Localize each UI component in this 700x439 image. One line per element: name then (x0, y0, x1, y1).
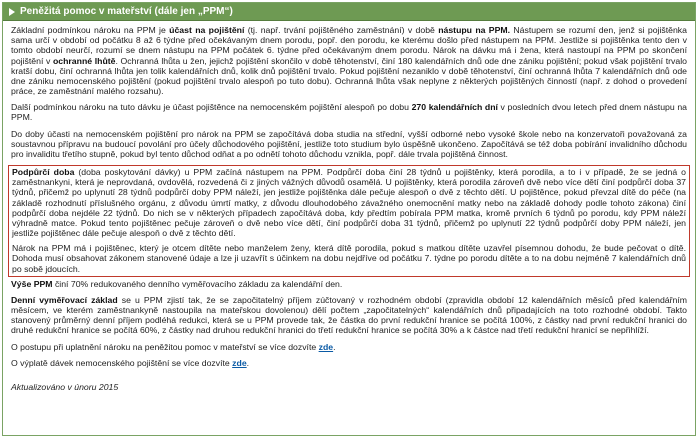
paragraph-support-period: Podpůrčí doba (doba poskytování dávky) u PPM začíná nástupem na PPM. Podpůrčí doba činí 28 týdnů u pojištěnky, která porodila, a to i v případě, že se jedná o zaměstnankyni, která je neprovdaná, ovdovělá, rozvedená či z jiných vážných důvodů osamělá. U pojištěnky, která porodila zároveň dvě nebo více dětí činí podpůrčí doba 37 týdnů, přičemž po uplynutí 28 týdnů podpůrčí doby PPM náleží, jen jestliže pojištěnka dále pečuje alespoň o dvě z těchto dětí. U pojištěnce, pokud převzal dítě do péče (na základě rozhodnutí příslušného orgánu, z důvodu úmrtí matky, z důvodu dlouhodobého závažného onemocnění matky nebo na základě dohody podle tohoto zákona) činí podpůrčí doba nejdéle 22 týdnů. Do nich se v některých případech započítává doba, kdy předtím pobírala PPM matka, kromě prvních 6 týdnů po porodu, kdy PPM náleží výhradně matce. Pokud tento pojištěnec pečuje zároveň o dvě nebo více dětí, činí podpůrčí doba 31 týdnů, přičemž po uplynutí 22 týdnů podpůrčí doby PPM náleží, jen jestliže pojištěnec dále pečuje alespoň o dvě z těchto dětí. (12, 167, 686, 239)
paragraph-payout: O výplatě dávek nemocenského pojištění se více dozvíte zde. (11, 357, 250, 368)
paragraph-study-period: Do doby účasti na nemocenském pojištění pro nárok na PPM se započítává doba studia na střední, vyšší odborné nebo vysoké škole nebo na konzervatoři považovaná za soustavnou přípravu na budoucí povolání pro účely důchodového pojištění, jestliže toto studium bylo úspěšně ukončeno. Započítává se též doba pobírání invalidního důchodu pro invaliditu třetího stupně, pokud byl tento důchod odňat a po odnětí tohoto důchodu vznikla, popř. dále trvala pojištěná činnost. (11, 128, 687, 159)
panel-header[interactable] (3, 3, 695, 21)
panel-title: Peněžitá pomoc v mateřství (dále jen „PPM“) (20, 5, 233, 17)
expand-arrow-icon[interactable] (9, 8, 15, 16)
payout-link[interactable]: zde (232, 357, 247, 368)
panel-content (3, 21, 695, 392)
updated-note: Aktualizováno v únoru 2015 (11, 381, 119, 392)
highlighted-box (8, 165, 690, 277)
paragraph-conditions: Základní podmínkou nároku na PPM je účast na pojištění (tj. např. trvání pojištěného zaměstnání) v době nástupu na PPM. Nástupem se rozumí den, jenž si pojištěnka sama určí v období od počátku 8 až 6 týdne před očekávaným dnem porodu, popř. den porodu, ke kterému došlo před nástupem na PPM. Jestliže si pojištěnka tento den v tomto období neurčí, rozumí se dnem nástupu na PPM počátek 6. týdne před očekávaným dnem porodu. Nárok na dávku má i žena, která nastoupí na PPM po skončení pojištění v ochranné lhůtě. Ochranná lhůta u žen, jejichž pojištění skončilo v době těhotenství, činí 180 kalendářních dnů ode dne zániku pojištění; pokud však pojištění trvalo kratší dobu, činí ochranná lhůta jen tolik kalendářních dnů, kolik dnů pojištění trvalo. Pokud pojištění nezaniklo v době těhotenství, činí ochranná lhůta 7 kalendářních dnů ode dne zániku nemocenského pojištění (pokud pojištění trvalo alespoň po tuto dobu). Ochranná lhůta však neplyne z některých pojištěných činností (např. z dohod o provedení práce, ze zaměstnání malého rozsahu). (11, 25, 687, 97)
paragraph-daily-base: Denní vyměřovací základ se u PPM zjistí tak, že se započitatelný příjem zúčtovaný v rozhodném období (zpravidla období 12 kalendářních měsíců před kalendářním měsícem, ve kterém zaměstnankyně nastoupila na mateřskou dovolenou) dělí počtem „započitatelných“ kalendářních dnů připadajících na toto rozhodné období. Takto stanovený průměrný denní příjem podléhá redukci, která se u PPM provede tak, že částka do první redukční hranice se počítá 100%, z částky nad první redukční hranici do druhé redukční hranice se počítá 60%, z částky nad druhou redukční hranici do třetí redukční hranice se počítá 30% a k částce nad třetí redukční hranicí se nepřihlíží. (11, 294, 687, 336)
paragraph-amount: Výše PPM činí 70% redukovaného denního vyměřovacího základu za kalendářní den. (11, 278, 343, 289)
paragraph-claim-procedure: O postupu při uplatnění nároku na peněžitou pomoc v mateřství se více dozvíte zde. (11, 341, 336, 352)
paragraph-father-entitlement: Nárok na PPM má i pojištěnec, který je otcem dítěte nebo manželem ženy, která dítě porodila, pokud s matkou dítěte uzavřel písemnou dohodu, že bude pečovat o dítě. Dohoda musí obsahovat zákonem stanovené údaje a lze ji uzavřít s účinkem na dobu nejdříve od počátku 7. týdne po porodu dítěte a to na dobu nejméně 7 kalendářních dnů po sobě jdoucích. (12, 243, 686, 274)
paragraph-insurance-period: Další podmínkou nároku na tuto dávku je účast pojištěnce na nemocenském pojištění alespoň po dobu 270 kalendářních dní v posledních dvou letech před dnem nástupu na PPM. (11, 102, 687, 123)
info-panel (2, 2, 696, 436)
claim-procedure-link[interactable]: zde (318, 341, 334, 352)
